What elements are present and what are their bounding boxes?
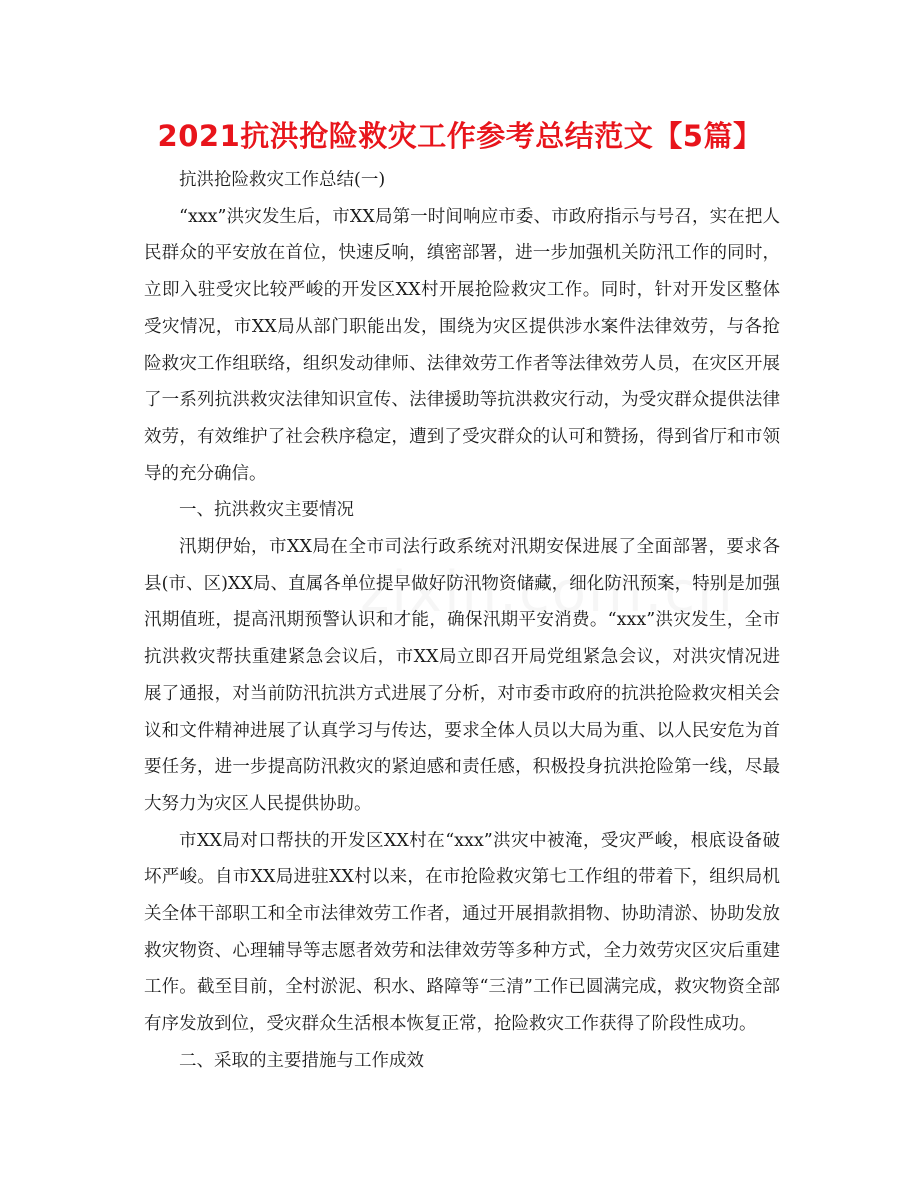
section-heading-1: 一、抗洪救灾主要情况 [179,500,354,521]
document-title: 2021抗洪抢险救灾工作参考总结范文【5篇】 [157,119,763,153]
paragraph-3: 市XX局对口帮扶的开发区XX村在“xxx”洪灾中被淹，受灾严峻，根底设备破坏严峻。自市XX局进驻XX村以来，在市抢险救灾第七工作组的带着下，组织局机关全体干部职工和全市法律效劳工作者，通过开展捐款捐物、协助清淤、协助发放救灾物资、心理辅导等志愿者效劳和法律效劳等多种方式，全力效劳灾区灾后重建工作。截至目前，全村淤泥、积水、路障等“三清”工作已圆满完成，救灾物资全部有序发放到位，受灾群众生活根本恢复正常，抢险救灾工作获得了阶段性成功。 [144,830,780,1035]
section-subtitle: 抗洪抢险救灾工作总结(一) [179,170,386,190]
paragraph-1: “xxx”洪灾发生后，市XX局第一时间响应市委、市政府指示与号召，实在把人民群众的平安放在首位，快速反响，缜密部署，进一步加强机关防汛工作的同时，立即入驻受灾比较严峻的开发区XX村开展抢险救灾工作。同时，针对开发区整体受灾情况，市XX局从部门职能出发，围绕为灾区提供涉水案件法律效劳，与各抢险救灾工作组联络，组织发动律师、法律效劳工作者等法律效劳人员，在灾区开展了一系列抗洪救灾法律知识宣传、法律援助等抗洪救灾行动，为受灾群众提供法律效劳，有效维护了社会秩序稳定，遭到了受灾群众的认可和赞扬，得到省厅和市领导的充分确信。 [144,206,780,484]
paragraph-2: 汛期伊始，市XX局在全市司法行政系统对汛期安保进展了全面部署，要求各县(市、区)XX局、直属各单位提早做好防汛物资储藏，细化防汛预案，特别是加强汛期值班，提高汛期预警认识和才能，确保汛期平安消费。“xxx”洪灾发生，全市抗洪救灾帮扶重建紧急会议后，市XX局立即召开局党组紧急会议，对洪灾情况进展了通报，对当前防汛抗洪方式进展了分析，对市委市政府的抗洪抢险救灾相关会议和文件精神进展了认真学习与传达，要求全体人员以大局为重、以人民安危为首要任务，进一步提高防汛救灾的紧迫感和责任感，积极投身抗洪抢险第一线，尽最大努力为灾区人民提供协助。 [144,537,780,814]
section-heading-2: 二、采取的主要措施与工作成效 [179,1050,424,1071]
document-body [144,162,780,1080]
